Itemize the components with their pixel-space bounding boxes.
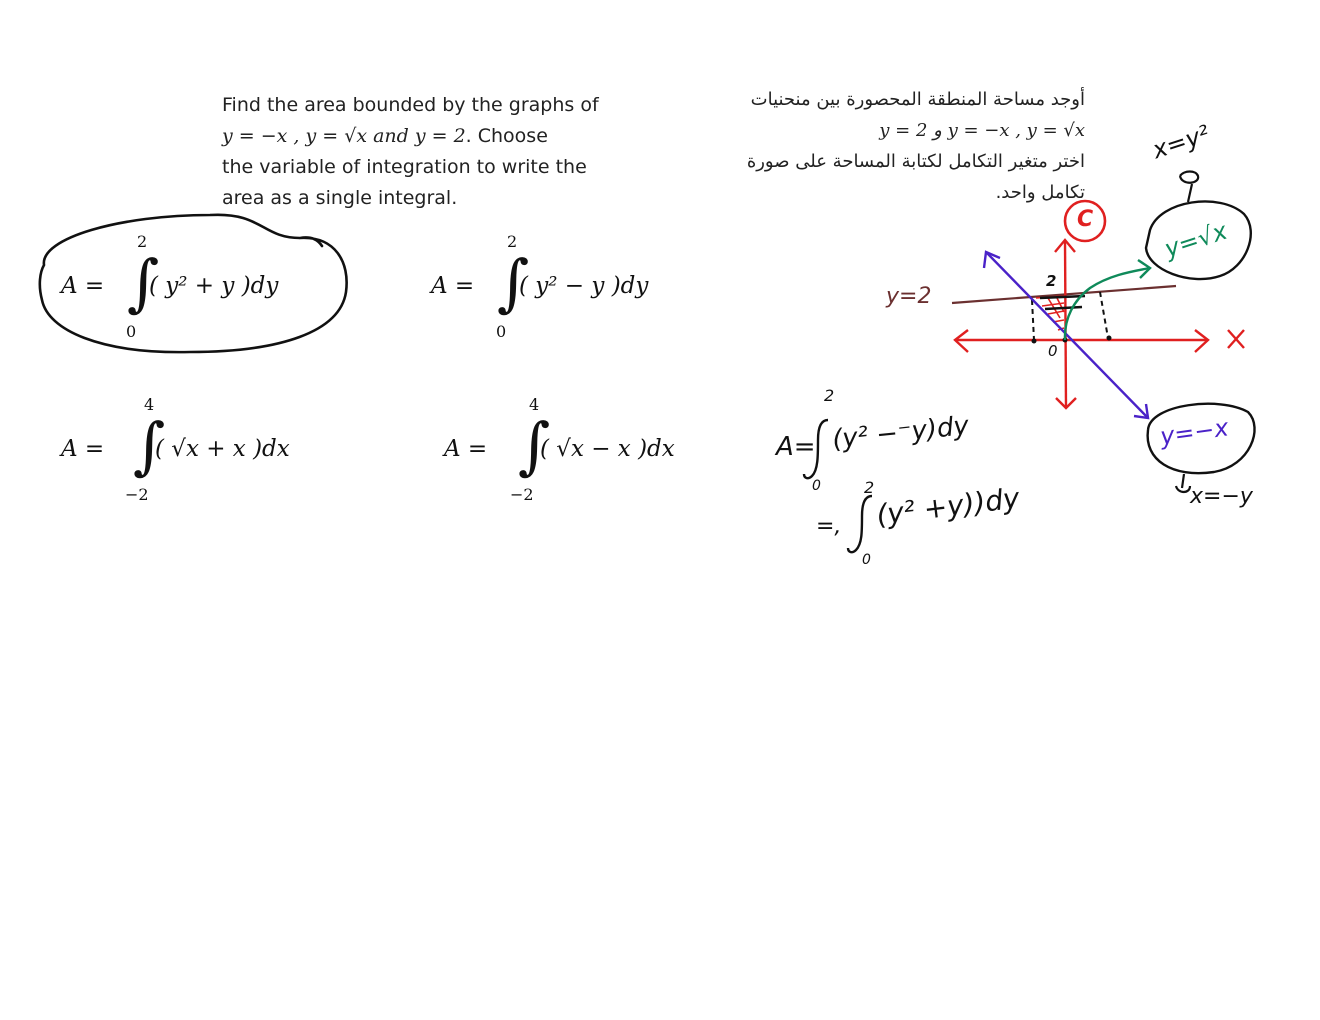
label-x-equals-neg-y: x=−y xyxy=(1190,484,1253,509)
question-line-3: the variable of integration to write the xyxy=(222,156,587,178)
option-d-integral-sign: ∫ xyxy=(518,409,551,482)
dashed-right xyxy=(1100,292,1108,338)
question-line-4: area as a single integral. xyxy=(222,187,458,209)
label-y-equals-2: y=2 xyxy=(886,284,932,309)
label-y-equals-neg-x: y=−x xyxy=(1158,413,1231,451)
dashed-left xyxy=(1032,300,1034,340)
option-c-upper-limit: 4 xyxy=(144,395,155,414)
work-integral-2 xyxy=(848,496,872,552)
question-ar-line-4: تكامل واحد. xyxy=(995,182,1085,203)
label-y-equals-sqrt-x: y=√x xyxy=(1161,216,1231,264)
tick-label-2: 2 xyxy=(1046,272,1057,290)
question-ar-line-3: اختر متغير التكامل لكتابة المساحة على صورة xyxy=(746,151,1085,172)
question-ar-equations: y = 2 و y = −x , y = √x xyxy=(879,120,1085,141)
question-equations: y = −x , y = √x and y = 2 xyxy=(222,125,466,147)
line-y2 xyxy=(952,286,1176,303)
option-a-upper-limit: 2 xyxy=(137,232,148,251)
option-d-upper-limit: 4 xyxy=(529,395,540,414)
option-c-lhs: A = xyxy=(61,436,105,462)
question-ar-line-1: أوجد مساحة المنطقة المحصورة بين منحنيات xyxy=(750,89,1085,110)
work-1-upper: 2 xyxy=(824,386,835,405)
label-x-equals-y-squared: x=y² xyxy=(1149,119,1214,165)
work-1-integrand: (y² −⁻y)dy xyxy=(830,410,971,456)
option-a-lhs: A = xyxy=(61,273,105,299)
strip-line-2 xyxy=(1045,307,1082,309)
option-d-lhs: A = xyxy=(444,436,488,462)
work-2-lower: 0 xyxy=(862,552,871,568)
dot-left xyxy=(1032,339,1037,344)
option-c-lower-limit: −2 xyxy=(125,485,149,504)
option-d-lower-limit: −2 xyxy=(510,485,534,504)
option-b-integrand: ( y² − y )dy xyxy=(519,273,649,299)
option-b-integral-sign: ∫ xyxy=(497,246,530,319)
option-c-integral-sign: ∫ xyxy=(133,409,166,482)
dot-right xyxy=(1107,336,1112,341)
x-axis-letter xyxy=(1228,330,1244,348)
option-a-lower-limit: 0 xyxy=(126,322,137,341)
pointer-neg xyxy=(1176,474,1190,492)
work-2-lhs: =, xyxy=(816,514,842,539)
option-b-lhs: A = xyxy=(431,273,475,299)
selection-circle xyxy=(40,215,347,352)
option-b-upper-limit: 2 xyxy=(507,232,518,251)
option-c-integrand: ( √x + x )dx xyxy=(155,436,290,462)
option-a-integral-sign: ∫ xyxy=(127,246,160,319)
pointer-sqrt xyxy=(1180,172,1198,203)
work-2-upper: 2 xyxy=(864,478,875,497)
work-1-lhs: A= xyxy=(776,432,816,462)
answer-letter: C xyxy=(1077,207,1094,232)
option-d-integrand: ( √x − x )dx xyxy=(540,436,675,462)
work-2-integrand: (y² +y))dy xyxy=(874,481,1022,532)
option-b-lower-limit: 0 xyxy=(496,322,507,341)
question-line-1: Find the area bounded by the graphs of xyxy=(222,94,599,116)
work-1-lower: 0 xyxy=(812,478,821,494)
question-line-2-rest: . Choose xyxy=(465,125,548,147)
shaded-region xyxy=(1036,296,1064,330)
tick-label-0: 0 xyxy=(1048,342,1058,360)
option-a-integrand: ( y² + y )dy xyxy=(149,273,279,299)
